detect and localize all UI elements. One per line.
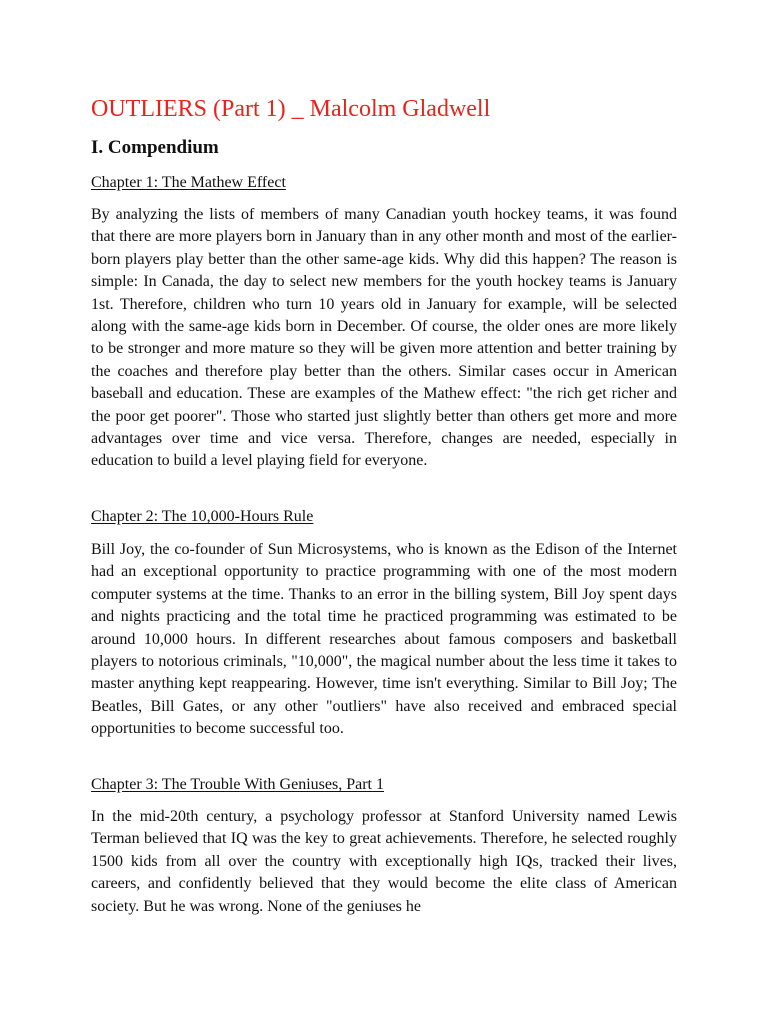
section-heading: I. Compendium bbox=[91, 137, 219, 158]
chapter-2-heading: Chapter 2: The 10,000-Hours Rule bbox=[91, 508, 314, 525]
document-title: OUTLIERS (Part 1) _ Malcolm Gladwell bbox=[91, 96, 491, 122]
chapter-1-paragraph: By analyzing the lists of members of many Canadian youth hockey teams, it was found that there are more players born in January than in any other month and most of the earlier-born players play better than the other same-age kids. Why did this happen? The reason is simple: In Canada, the day to select new members for the youth hockey teams is January 1st. Therefore, children who turn 10 years old in January for example, will be selected along with the same-age kids born in December. Of course, the older ones are more likely to be stronger and more mature so they will be given more attention and better training by the coaches and therefore play better than the others. Similar cases occur in American baseball and education. These are examples of the Mathew effect: "the rich get richer and the poor get poorer". Those who started just slightly better than others get more and more advantages over time and vice versa. Therefore, changes are needed, especially in education to build a level playing field for everyone. bbox=[91, 206, 677, 470]
chapter-2-paragraph: Bill Joy, the co-founder of Sun Microsystems, who is known as the Edison of the Internet had an exceptional opportunity to practice programming with one of the most modern computer systems at the time. Thanks to an error in the billing system, Bill Joy spent days and nights practicing and the total time he practiced programming was estimated to be around 10,000 hours. In different researches about famous composers and basketball players to notorious criminals, "10,000", the magical number about the less time it takes to master anything kept reappearing. However, time isn't everything. Similar to Bill Joy; The Beatles, Bill Gates, or any other "outliers" have also received and embraced special opportunities to become successful too. bbox=[91, 541, 677, 738]
chapter-3-paragraph: In the mid-20th century, a psychology professor at Stanford University named Lewis Terman believed that IQ was the key to great achievements. Therefore, he selected roughly 1500 kids from all over the country with exceptionally high IQs, tracked their lives, careers, and confidently believed that they would become the elite class of American society. But he was wrong. None of the geniuses he bbox=[91, 808, 677, 915]
chapter-1-heading: Chapter 1: The Mathew Effect bbox=[91, 174, 286, 191]
chapter-3-heading: Chapter 3: The Trouble With Geniuses, Part 1 bbox=[91, 776, 384, 793]
